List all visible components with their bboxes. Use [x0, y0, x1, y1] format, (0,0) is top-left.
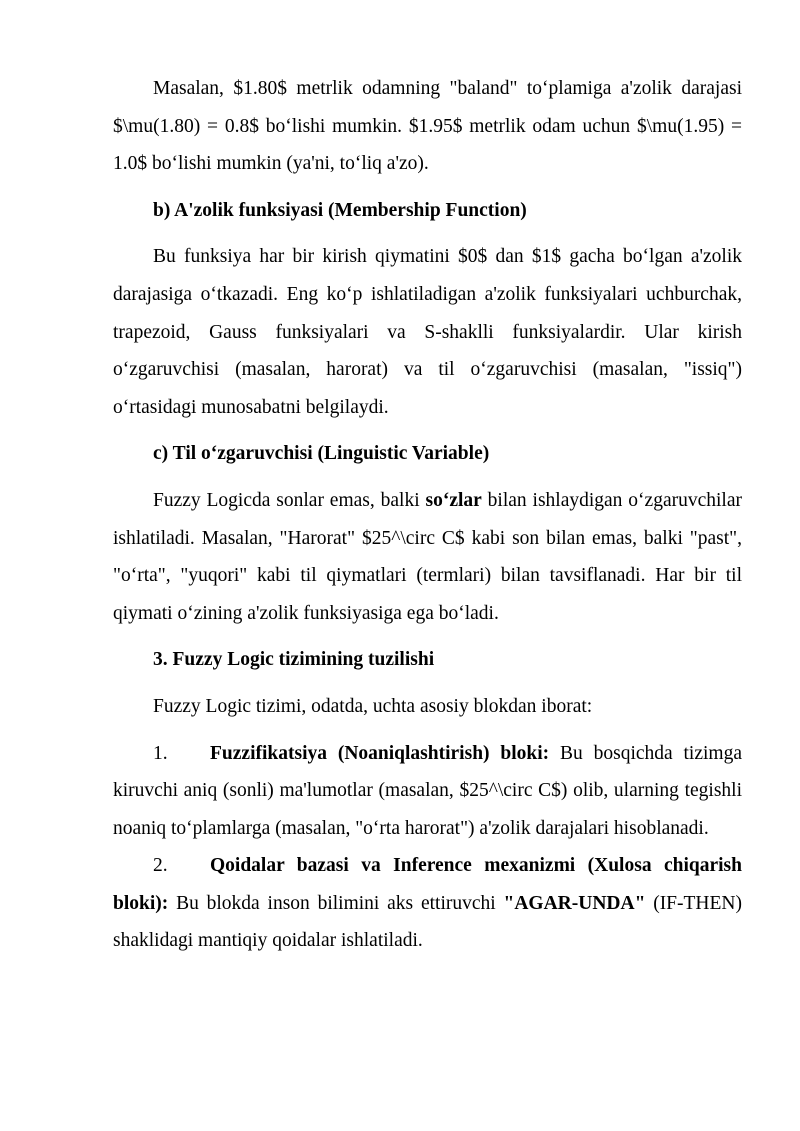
heading-linguistic-variable: c) Til o‘zgaruvchisi (Linguistic Variable) [153, 443, 490, 465]
heading-membership-function: b) A'zolik funksiyasi (Membership Function) [153, 199, 527, 221]
list-number: 1. [153, 742, 168, 764]
list-number: 2. [153, 855, 168, 877]
list-item-title: Qoidalar bazasi va Inference mexanizmi (Xulosa chiqarish bloki): [113, 855, 742, 914]
list-item-rule-base [113, 847, 742, 960]
heading-system-structure: 3. Fuzzy Logic tizimining tuzilishi [153, 649, 435, 671]
list-item-text: Bu bosqichda tizimga kiruvchi aniq (sonli) ma'lumotlar (masalan, $25^\circ C$) olib, ularning tegishli noaniq to‘plamlarga (masalan, "o‘rta harorat") a'zolik darajalari hisoblanadi. [113, 742, 742, 839]
list-item-title: Fuzzifikatsiya (Noaniqlashtirish) bloki: [210, 742, 550, 764]
list-item-text: Bu blokda inson bilimini aks ettiruvchi [168, 892, 504, 914]
paragraph-system-intro: Fuzzy Logic tizimi, odatda, uchta asosiy blokdan iborat: [153, 695, 593, 717]
paragraph-membership-function: Bu funksiya har bir kirish qiymatini $0$ dan $1$ gacha bo‘lgan a'zolik darajasiga o‘tkazadi. Eng ko‘p ishlatiladigan a'zolik funksiyalari uchburchak, trapezoid, Gauss funksiyalari va S-shaklli funksiyalardir. Ular kirish o‘zgaruvchisi (masalan, harorat) va til o‘zgaruvchisi (masalan, "issiq") o‘rtasidagi munosabatni belgilaydi. [113, 246, 742, 418]
list-item-fuzzification [113, 735, 742, 848]
bold-term-agar-unda: "AGAR-UNDA" [503, 892, 646, 914]
paragraph-text-part: Fuzzy Logicda sonlar emas, balki [153, 489, 426, 511]
paragraph-height-example: Masalan, $1.80$ metrlik odamning "baland" to‘plamiga a'zolik darajasi $\mu(1.80) = 0.8$ bo‘lishi mumkin. $1.95$ metrlik odam uchun $\mu(1.95) = 1.0$ bo‘lishi mumkin (ya'ni, to‘liq a'zo). [113, 78, 742, 175]
paragraph-linguistic-variable [113, 482, 742, 632]
bold-term-sozlar: so‘zlar [425, 489, 482, 511]
list-item-text: (IF-THEN) shaklidagi mantiqiy qoidalar ishlatiladi. [113, 892, 743, 952]
paragraph-text-part: bilan ishlaydigan o‘zgaruvchilar ishlatiladi. Masalan, "Harorat" $25^\circ C$ kabi son bilan emas, balki "past", "o‘rta", "yuqori" kabi til qiymatlari (termlari) bilan tavsiflanadi. Har bir til qiymati o‘zining a'zolik funksiyasiga ega bo‘ladi. [113, 489, 742, 624]
